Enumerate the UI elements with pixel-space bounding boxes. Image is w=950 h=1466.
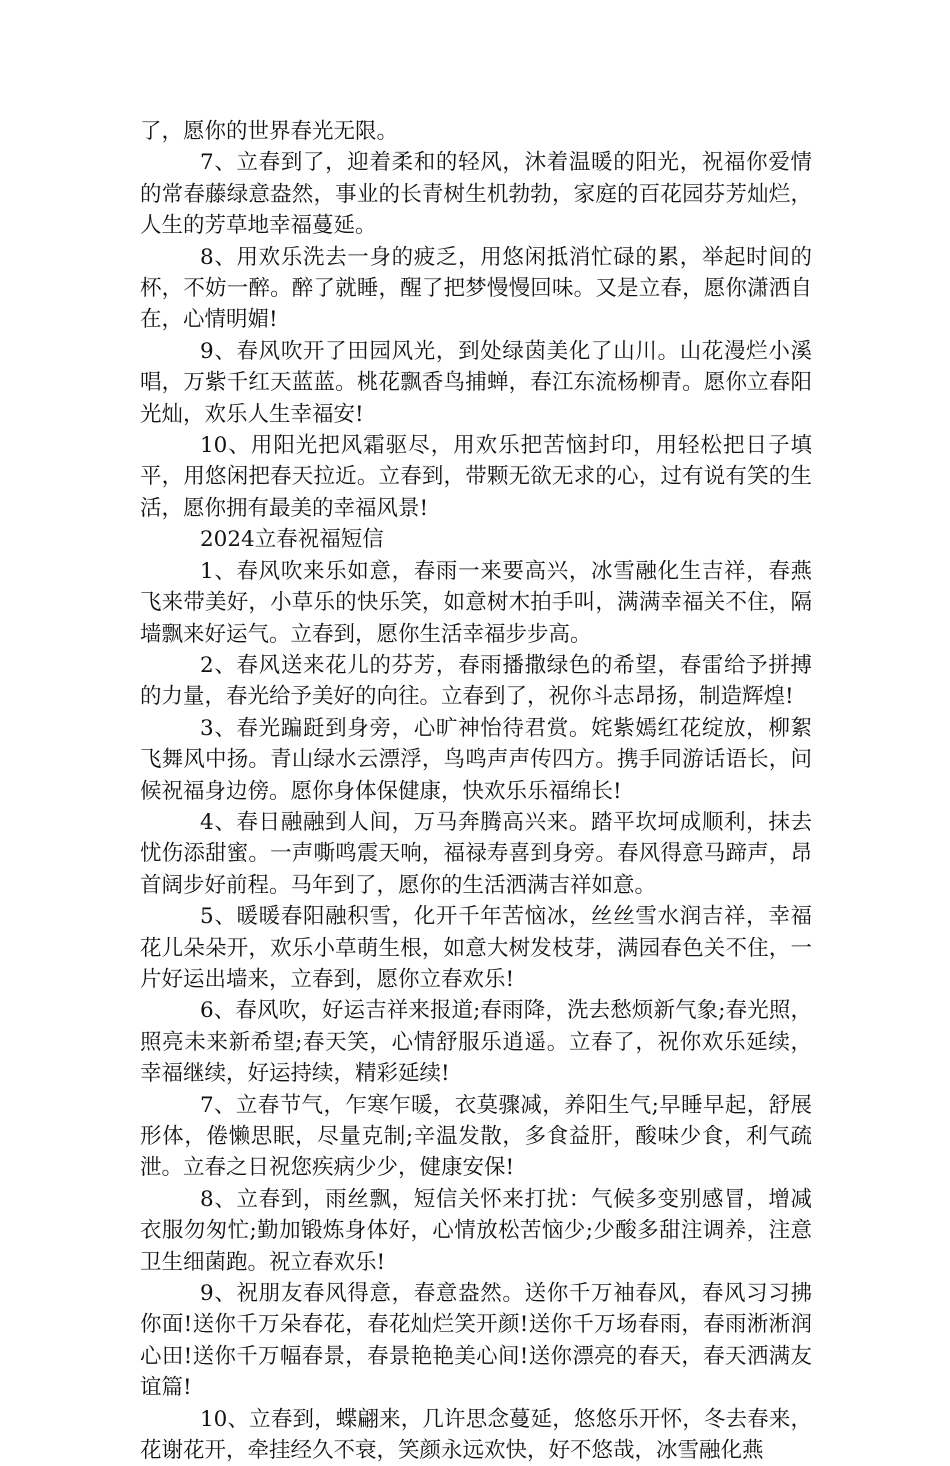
- paragraph: 7、立春节气，乍寒乍暖，衣莫骤减，养阳生气;早睡早起，舒展形体，倦懒思眠，尽量克制;辛温发散，多食益肝，酸味少食，利气疏泄。立春之日祝您疾病少少，健康安保!: [140, 1092, 812, 1181]
- paragraph: 了，愿你的世界春光无限。: [140, 119, 399, 144]
- paragraph: 8、立春到，雨丝飘，短信关怀来打扰：气候多变别感冒，增减衣服勿匆忙;勤加锻炼身体好，心情放松苦恼少;少酸多甜注调养，注意卫生细菌跑。祝立春欢乐!: [140, 1186, 812, 1275]
- paragraph: 10、用阳光把风霜驱尽，用欢乐把苦恼封印，用轻松把日子填平，用悠闲把春天拉近。立春到，带颗无欲无求的心，过有说有笑的生活，愿你拥有最美的幸福风景!: [140, 433, 812, 521]
- paragraph: 4、春日融融到人间，万马奔腾高兴来。踏平坎坷成顺利，抹去忧伤添甜蜜。一声嘶鸣震天响，福禄寿喜到身旁。春风得意马蹄声，昂首阔步好前程。马年到了，愿你的生活洒满吉祥如意。: [140, 809, 812, 898]
- paragraph: 2024立春祝福短信: [200, 527, 384, 553]
- paragraph: 10、立春到，蝶翩来，几许思念蔓延，悠悠乐开怀，冬去春来，花谢花开，牵挂经久不衰，笑颜永远欢快，好不悠哉，冰雪融化燕: [140, 1406, 812, 1464]
- paragraph: 2、春风送来花儿的芬芳，春雨播撒绿色的希望，春雷给予拼搏的力量，春光给予美好的向往。立春到了，祝你斗志昂扬，制造辉煌!: [140, 652, 812, 710]
- paragraph: 5、暖暖春阳融积雪，化开千年苦恼冰，丝丝雪水润吉祥，幸福花儿朵朵开，欢乐小草萌生根，如意大树发枝芽，满园春色关不住，一片好运出墙来，立春到，愿你立春欢乐!: [140, 904, 812, 992]
- paragraph: 6、春风吹，好运吉祥来报道;春雨降，洗去愁烦新气象;春光照，照亮未来新希望;春天笑，心情舒服乐逍遥。立春了，祝你欢乐延续，幸福继续，好运持续，精彩延续!: [140, 998, 812, 1087]
- paragraph: 3、春光蹁跹到身旁，心旷神怡待君赏。姹紫嫣红花绽放，柳絮飞舞风中扬。青山绿水云漂浮，鸟鸣声声传四方。携手同游话语长，问候祝福身边傍。愿你身体保健康，快欢乐乐福绵长!: [140, 715, 812, 804]
- paragraph: 9、春风吹开了田园风光，到处绿茵美化了山川。山花漫烂小溪唱，万紫千红天蓝蓝。桃花飘香鸟捕蝉，春江东流杨柳青。愿你立春阳光灿，欢乐人生幸福安!: [140, 338, 812, 427]
- paragraph: 7、立春到了，迎着柔和的轻风，沐着温暖的阳光，祝福你爱情的常春藤绿意盎然，事业的长青树生机勃勃，家庭的百花园芬芳灿烂，人生的芳草地幸福蔓延。: [140, 150, 812, 239]
- document-body: [140, 116, 812, 1466]
- paragraph: 1、春风吹来乐如意，春雨一来要高兴，冰雪融化生吉祥，春燕飞来带美好，小草乐的快乐笑，如意树木拍手叫，满满幸福关不住，隔墙飘来好运气。立春到，愿你生活幸福步步高。: [140, 558, 812, 647]
- paragraph: 8、用欢乐洗去一身的疲乏，用悠闲抵消忙碌的累，举起时间的杯，不妨一醉。醉了就睡，醒了把梦慢慢回味。又是立春，愿你潇洒自在，心情明媚!: [140, 244, 812, 333]
- paragraph: 9、祝朋友春风得意，春意盎然。送你千万袖春风，春风习习拂你面!送你千万朵春花，春花灿烂笑开颜!送你千万场春雨，春雨淅淅润心田!送你千万幅春景，春景艳艳美心间!送你漂亮的春天，春天洒满友谊篇!: [140, 1281, 812, 1401]
